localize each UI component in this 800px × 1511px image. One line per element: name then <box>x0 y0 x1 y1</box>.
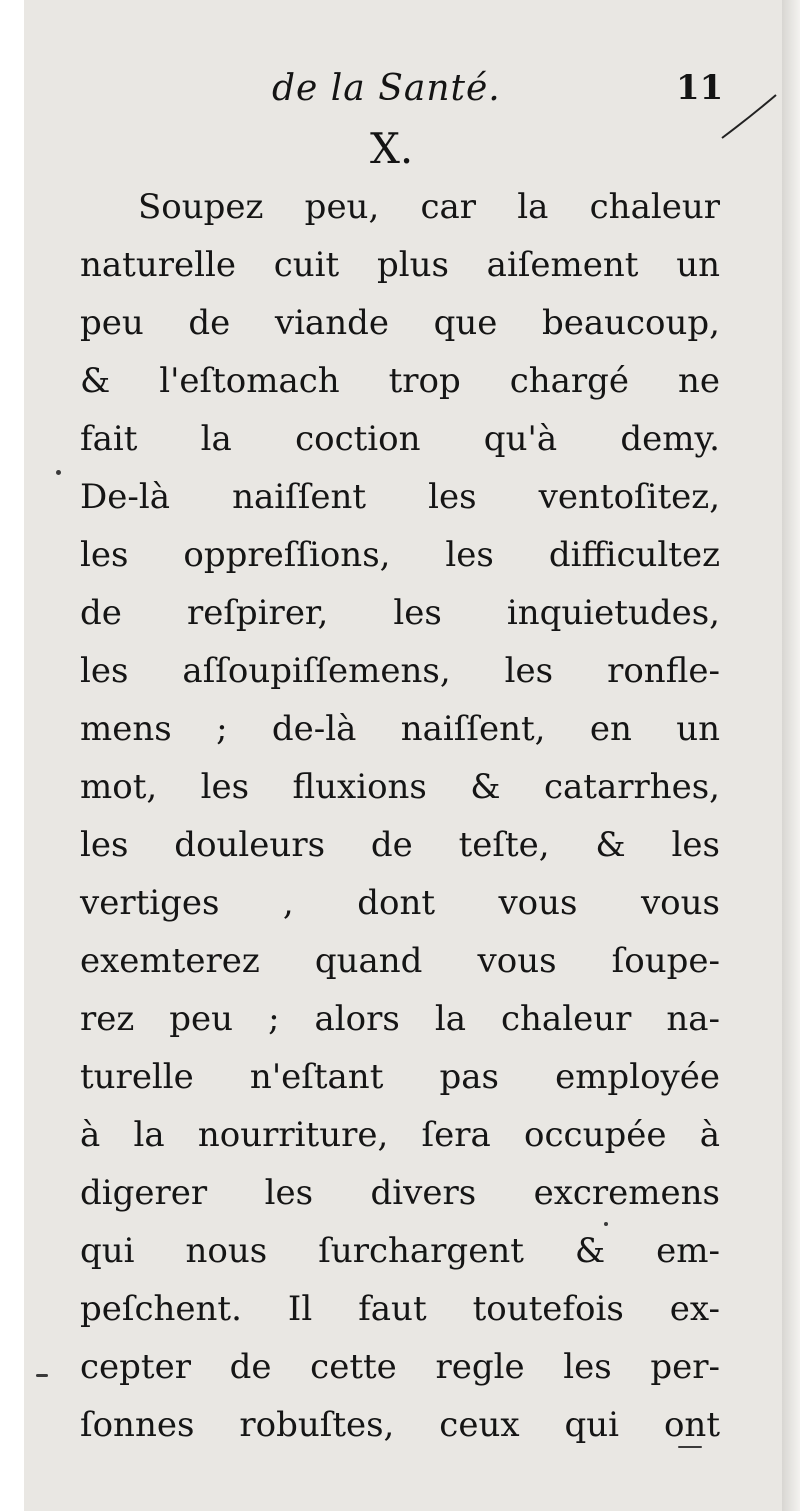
text-line: peu de viande que beaucoup, <box>80 303 720 343</box>
text-line: turelle n'eſtant pas employée <box>80 1057 720 1097</box>
ink-speck <box>56 470 61 475</box>
text-line: rez peu ; alors la chaleur na- <box>80 999 720 1039</box>
section-numeral: X. <box>370 124 414 173</box>
ink-speck <box>604 1222 608 1226</box>
text-line: exemterez quand vous ſoupe- <box>80 941 720 981</box>
text-line: mot, les fluxions & catarrhes, <box>80 767 720 807</box>
text-line: vertiges , dont vous vous <box>80 883 720 923</box>
text-line: naturelle cuit plus aiſement un <box>80 245 720 285</box>
text-line: Soupez peu, car la chaleur <box>138 187 720 227</box>
page-number: 11 <box>676 68 724 108</box>
page-header <box>0 68 800 128</box>
text-line: de reſpirer, les inquietudes, <box>80 593 720 633</box>
text-line: les aſſoupiſſemens, les ronfle- <box>80 651 720 691</box>
text-line: les douleurs de teſte, & les <box>80 825 720 865</box>
text-line: les oppreſſions, les difficultez <box>80 535 720 575</box>
text-line: à la nourriture, ſera occupée à <box>80 1115 720 1155</box>
text-line: fait la coction qu'à demy. <box>80 419 720 459</box>
ink-speck <box>36 1374 48 1377</box>
running-head: de la Santé. <box>272 68 501 109</box>
text-line: De-là naiſſent les ventoſitez, <box>80 477 720 517</box>
body-text <box>80 178 720 1454</box>
ink-speck <box>678 1446 702 1448</box>
text-line: ſonnes robuſtes, ceux qui ont <box>80 1405 720 1445</box>
text-line: peſchent. Il faut toutefois ex- <box>80 1289 720 1329</box>
text-line: qui nous ſurchargent & em- <box>80 1231 720 1271</box>
text-line: mens ; de-là naiſſent, en un <box>80 709 720 749</box>
pen-stroke-mark <box>720 92 778 142</box>
text-line: digerer les divers excremens <box>80 1173 720 1213</box>
text-line: & l'eſtomach trop chargé ne <box>80 361 720 401</box>
page-right-edge <box>782 0 800 1511</box>
page-left-margin <box>0 0 24 1511</box>
text-line: cepter de cette regle les per- <box>80 1347 720 1387</box>
